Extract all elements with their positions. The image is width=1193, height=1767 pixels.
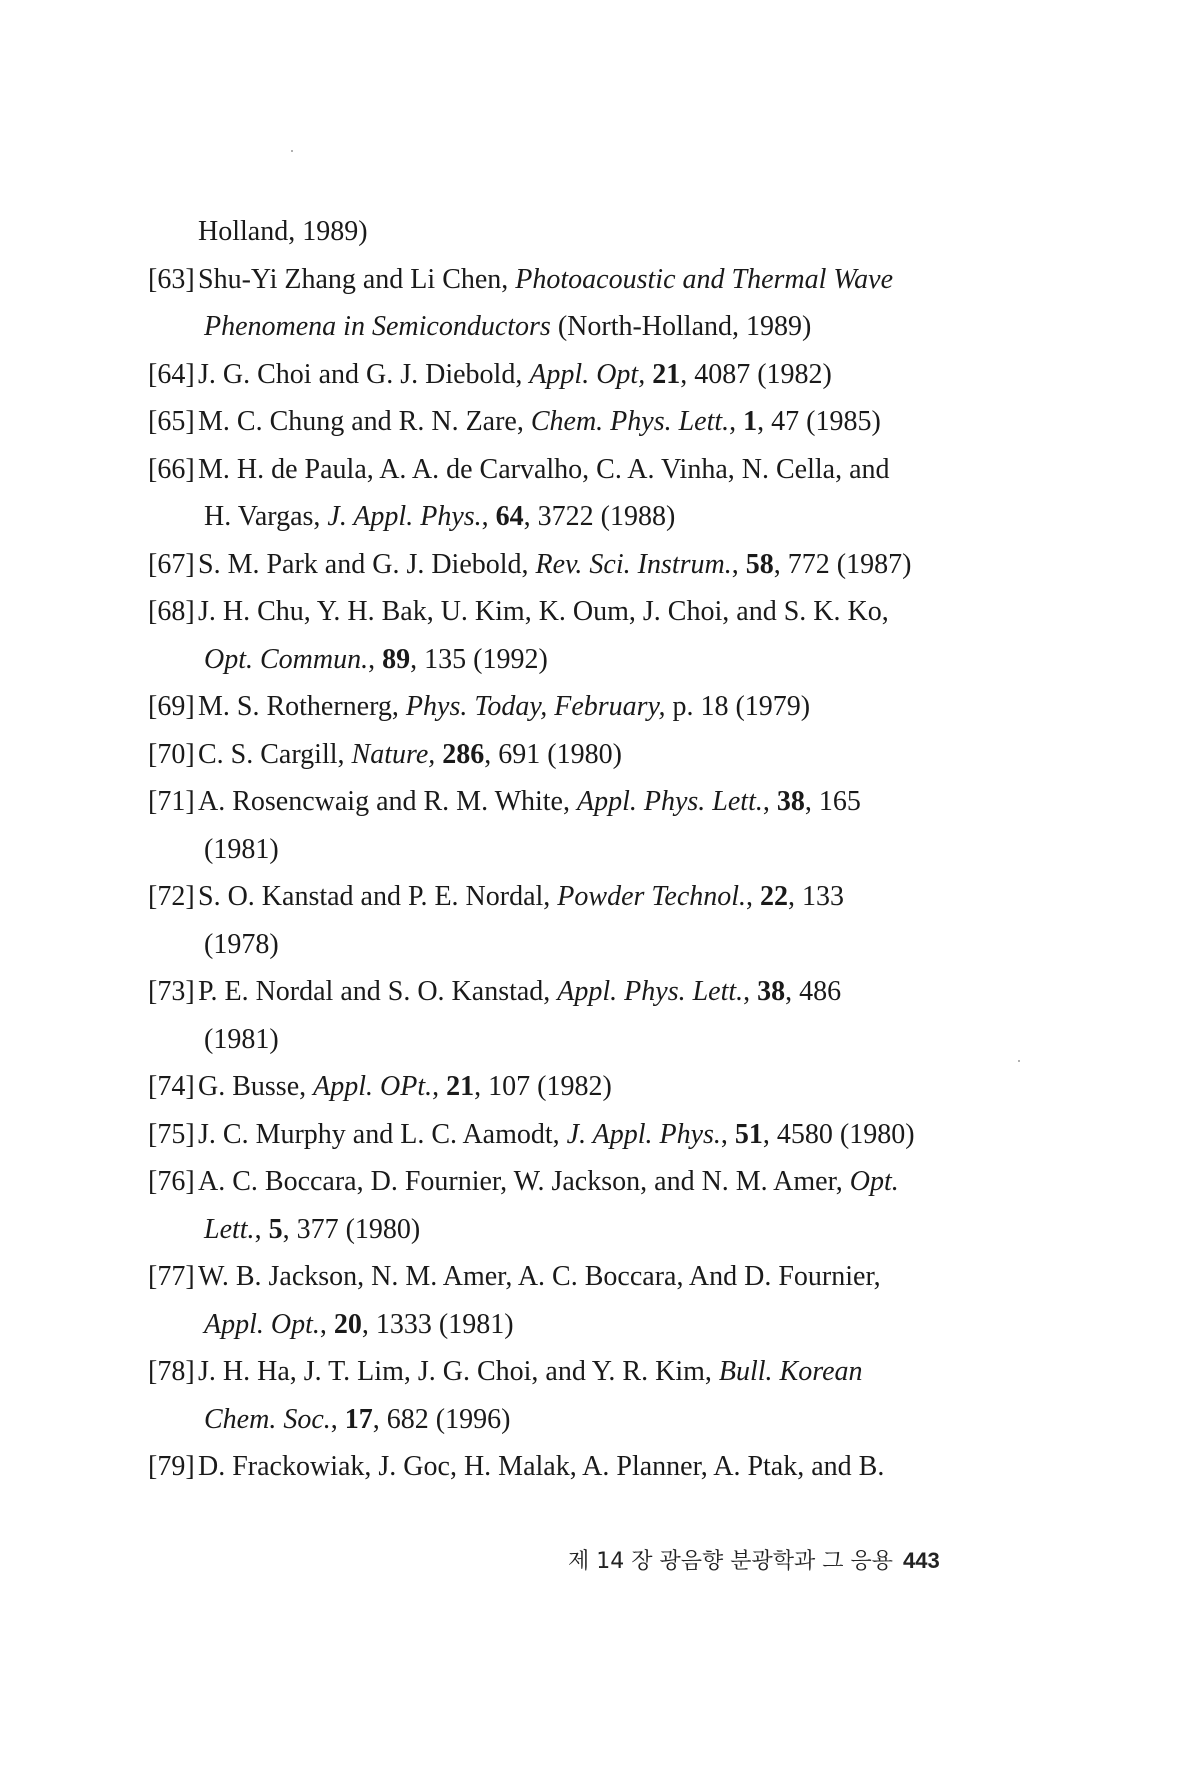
- text-run: (1981): [204, 1023, 279, 1055]
- text-run: W. B. Jackson, N. M. Amer, A. C. Boccara, And D. Fournier,: [198, 1261, 881, 1292]
- reference-number: [72]: [148, 881, 195, 912]
- text-run: 58: [745, 548, 774, 580]
- text-run: D. Frackowiak, J. Goc, H. Malak, A. Planner, A. Ptak, and B.: [198, 1451, 885, 1482]
- text-run: ,: [746, 881, 761, 912]
- text-run: , 682 (1996): [372, 1403, 511, 1435]
- text-run: 21: [652, 358, 681, 390]
- text-run: ,: [729, 406, 744, 437]
- text-run: 21: [446, 1071, 475, 1102]
- reference-number: [71]: [148, 786, 195, 817]
- text-run: 17: [344, 1403, 373, 1435]
- reference-number: [73]: [148, 976, 195, 1007]
- reference-line: [198, 1396, 1008, 1444]
- reference-line: [198, 731, 1008, 779]
- reference-item: [148, 398, 1008, 446]
- text-run: 89: [382, 643, 411, 675]
- reference-line: [198, 1063, 1008, 1111]
- text-run: 20: [333, 1308, 362, 1340]
- reference-item: [148, 683, 1008, 731]
- reference-item: [148, 968, 1008, 1063]
- reference-number: [65]: [148, 406, 195, 437]
- reference-line: [198, 921, 1008, 969]
- text-run: Shu-Yi Zhang and Li Chen,: [198, 263, 516, 295]
- text-run: 51: [734, 1118, 763, 1150]
- text-run: Phys. Today, February,: [405, 691, 666, 722]
- text-run: , 165: [804, 786, 861, 817]
- page-number: 443: [902, 1548, 940, 1573]
- reference-line: [198, 1016, 1008, 1064]
- text-run: , 4580 (1980): [762, 1118, 915, 1150]
- text-run: 64: [495, 501, 524, 532]
- text-run: (North-Holland, 1989): [550, 311, 812, 342]
- reference-line: [198, 1158, 1008, 1206]
- reference-item: [148, 351, 1008, 399]
- text-run: J. Appl. Phys.: [327, 501, 482, 532]
- reference-line: [198, 588, 1008, 636]
- text-run: Chem. Soc.: [204, 1403, 331, 1435]
- text-run: Lett.: [204, 1213, 255, 1245]
- text-run: A. C. Boccara, D. Fournier, W. Jackson, and N. M. Amer,: [198, 1166, 850, 1197]
- text-run: C. S. Cargill,: [198, 738, 352, 770]
- text-run: ,: [319, 1308, 334, 1340]
- reference-number: [77]: [148, 1261, 195, 1292]
- text-run: 38: [776, 786, 805, 817]
- reference-number: [74]: [148, 1071, 195, 1102]
- reference-line: [198, 1111, 1008, 1159]
- text-run: ,: [432, 1071, 447, 1102]
- text-run: ,: [743, 976, 758, 1007]
- text-run: ,: [720, 1118, 735, 1150]
- text-run: ,: [254, 1213, 269, 1245]
- reference-number: [63]: [148, 263, 195, 295]
- reference-line: [198, 541, 1008, 589]
- reference-line: [198, 873, 1008, 921]
- text-run: (1978): [204, 928, 279, 960]
- text-run: M. C. Chung and R. N. Zare,: [198, 406, 531, 437]
- text-run: 5: [268, 1213, 283, 1245]
- reference-number: [69]: [148, 691, 195, 722]
- reference-line: [198, 1253, 1008, 1301]
- text-run: Nature,: [351, 738, 436, 770]
- text-run: S. O. Kanstad and P. E. Nordal,: [198, 881, 558, 912]
- text-run: , 107 (1982): [474, 1071, 612, 1102]
- text-run: Opt.: [849, 1166, 899, 1197]
- text-run: M. S. Rothernerg,: [198, 691, 406, 722]
- text-run: Photoacoustic and Thermal Wave: [515, 263, 893, 295]
- reference-number: [66]: [148, 453, 195, 485]
- text-run: ,: [731, 548, 746, 580]
- text-run: Powder Technol.: [557, 881, 747, 912]
- text-run: , 377 (1980): [282, 1213, 421, 1245]
- reference-number: [67]: [148, 548, 195, 580]
- reference-line: [198, 446, 1008, 494]
- reference-number: [79]: [148, 1451, 195, 1482]
- text-run: J. C. Murphy and L. C. Aamodt,: [198, 1118, 567, 1150]
- text-run: G. Busse,: [198, 1071, 314, 1102]
- reference-line: [198, 303, 1008, 351]
- reference-number: [75]: [148, 1118, 195, 1150]
- text-run: 1: [743, 406, 758, 437]
- text-run: Appl. Opt,: [529, 358, 646, 390]
- reference-line: [198, 826, 1008, 874]
- text-run: J. G. Choi and G. J. Diebold,: [198, 358, 530, 390]
- text-run: Phenomena in Semiconductors: [204, 311, 551, 342]
- text-run: (1981): [204, 833, 279, 865]
- text-run: A. Rosencwaig and R. M. White,: [198, 786, 577, 817]
- reference-line: [198, 398, 1008, 446]
- text-run: ,: [762, 786, 777, 817]
- reference-item: [148, 1158, 1008, 1253]
- page-footer: [568, 1544, 940, 1575]
- text-run: , 3722 (1988): [523, 501, 676, 532]
- reference-line: [198, 1206, 1008, 1254]
- text-run: J. H. Ha, J. T. Lim, J. G. Choi, and Y. R. Kim,: [198, 1356, 719, 1387]
- text-run: , 4087 (1982): [680, 358, 832, 390]
- text-run: , 486: [785, 976, 842, 1007]
- reference-line: [198, 1301, 1008, 1349]
- reference-item: [148, 1443, 1008, 1491]
- reference-number: [68]: [148, 596, 195, 627]
- reference-item: [148, 1253, 1008, 1348]
- text-run: , 47 (1985): [757, 406, 881, 437]
- text-run: 22: [760, 881, 789, 912]
- text-run: , 772 (1987): [773, 548, 912, 580]
- text-run: Appl. Phys. Lett.: [576, 786, 763, 817]
- text-run: M. H. de Paula, A. A. de Carvalho, C. A. Vinha, N. Cella, and: [198, 453, 890, 485]
- reference-item: [148, 1111, 1008, 1159]
- reference-item: [148, 256, 1008, 351]
- reference-item: [148, 1348, 1008, 1443]
- text-run: p. 18 (1979): [665, 691, 811, 722]
- text-run: , 133: [788, 881, 845, 912]
- text-run: , 135 (1992): [410, 643, 548, 675]
- text-run: 286: [442, 738, 485, 770]
- reference-item: [148, 446, 1008, 541]
- reference-item: [148, 1063, 1008, 1111]
- reference-item: [148, 731, 1008, 779]
- reference-number: [70]: [148, 738, 195, 770]
- text-run: , 691 (1980): [484, 738, 622, 770]
- reference-number: [76]: [148, 1166, 195, 1197]
- reference-line: [198, 1348, 1008, 1396]
- text-run: J. Appl. Phys.: [566, 1118, 721, 1150]
- reference-item: [148, 778, 1008, 873]
- reference-number: [78]: [148, 1356, 195, 1387]
- reference-line: [198, 256, 1008, 304]
- text-run: S. M. Park and G. J. Diebold,: [198, 548, 536, 580]
- text-run: ,: [330, 1403, 345, 1435]
- text-run: ,: [368, 643, 383, 675]
- reference-item: [148, 541, 1008, 589]
- text-run: Appl. Phys. Lett.: [557, 976, 744, 1007]
- reference-list: [148, 208, 1008, 1491]
- reference-line: [198, 1443, 1008, 1491]
- text-run: Rev. Sci. Instrum.: [535, 548, 732, 580]
- reference-continuation: [148, 208, 1008, 256]
- text-run: Appl. OPt.: [313, 1071, 433, 1102]
- text-run: Appl. Opt.: [204, 1308, 320, 1340]
- text-run: P. E. Nordal and S. O. Kanstad,: [198, 976, 558, 1007]
- text-run: Bull. Korean: [718, 1356, 863, 1387]
- chapter-title: 제 14 장 광음향 분광학과 그 응용: [568, 1549, 893, 1574]
- reference-line: [198, 968, 1008, 1016]
- reference-line: [198, 636, 1008, 684]
- reference-line: [198, 351, 1008, 399]
- text-run: J. H. Chu, Y. H. Bak, U. Kim, K. Oum, J. Choi, and S. K. Ko,: [198, 596, 889, 627]
- reference-item: [148, 588, 1008, 683]
- continuation-text: Holland, 1989): [198, 216, 368, 247]
- text-run: H. Vargas,: [204, 501, 328, 532]
- text-run: ,: [481, 501, 496, 532]
- reference-line: [198, 778, 1008, 826]
- text-run: , 1333 (1981): [361, 1308, 514, 1340]
- reference-line: [198, 683, 1008, 731]
- reference-item: [148, 873, 1008, 968]
- reference-number: [64]: [148, 358, 195, 390]
- reference-line: [198, 493, 1008, 541]
- text-run: Opt. Commun.: [204, 643, 369, 675]
- text-run: 38: [757, 976, 786, 1007]
- scan-speck: [1018, 1060, 1020, 1062]
- text-run: Chem. Phys. Lett.: [530, 406, 730, 437]
- scan-speck: [291, 150, 293, 152]
